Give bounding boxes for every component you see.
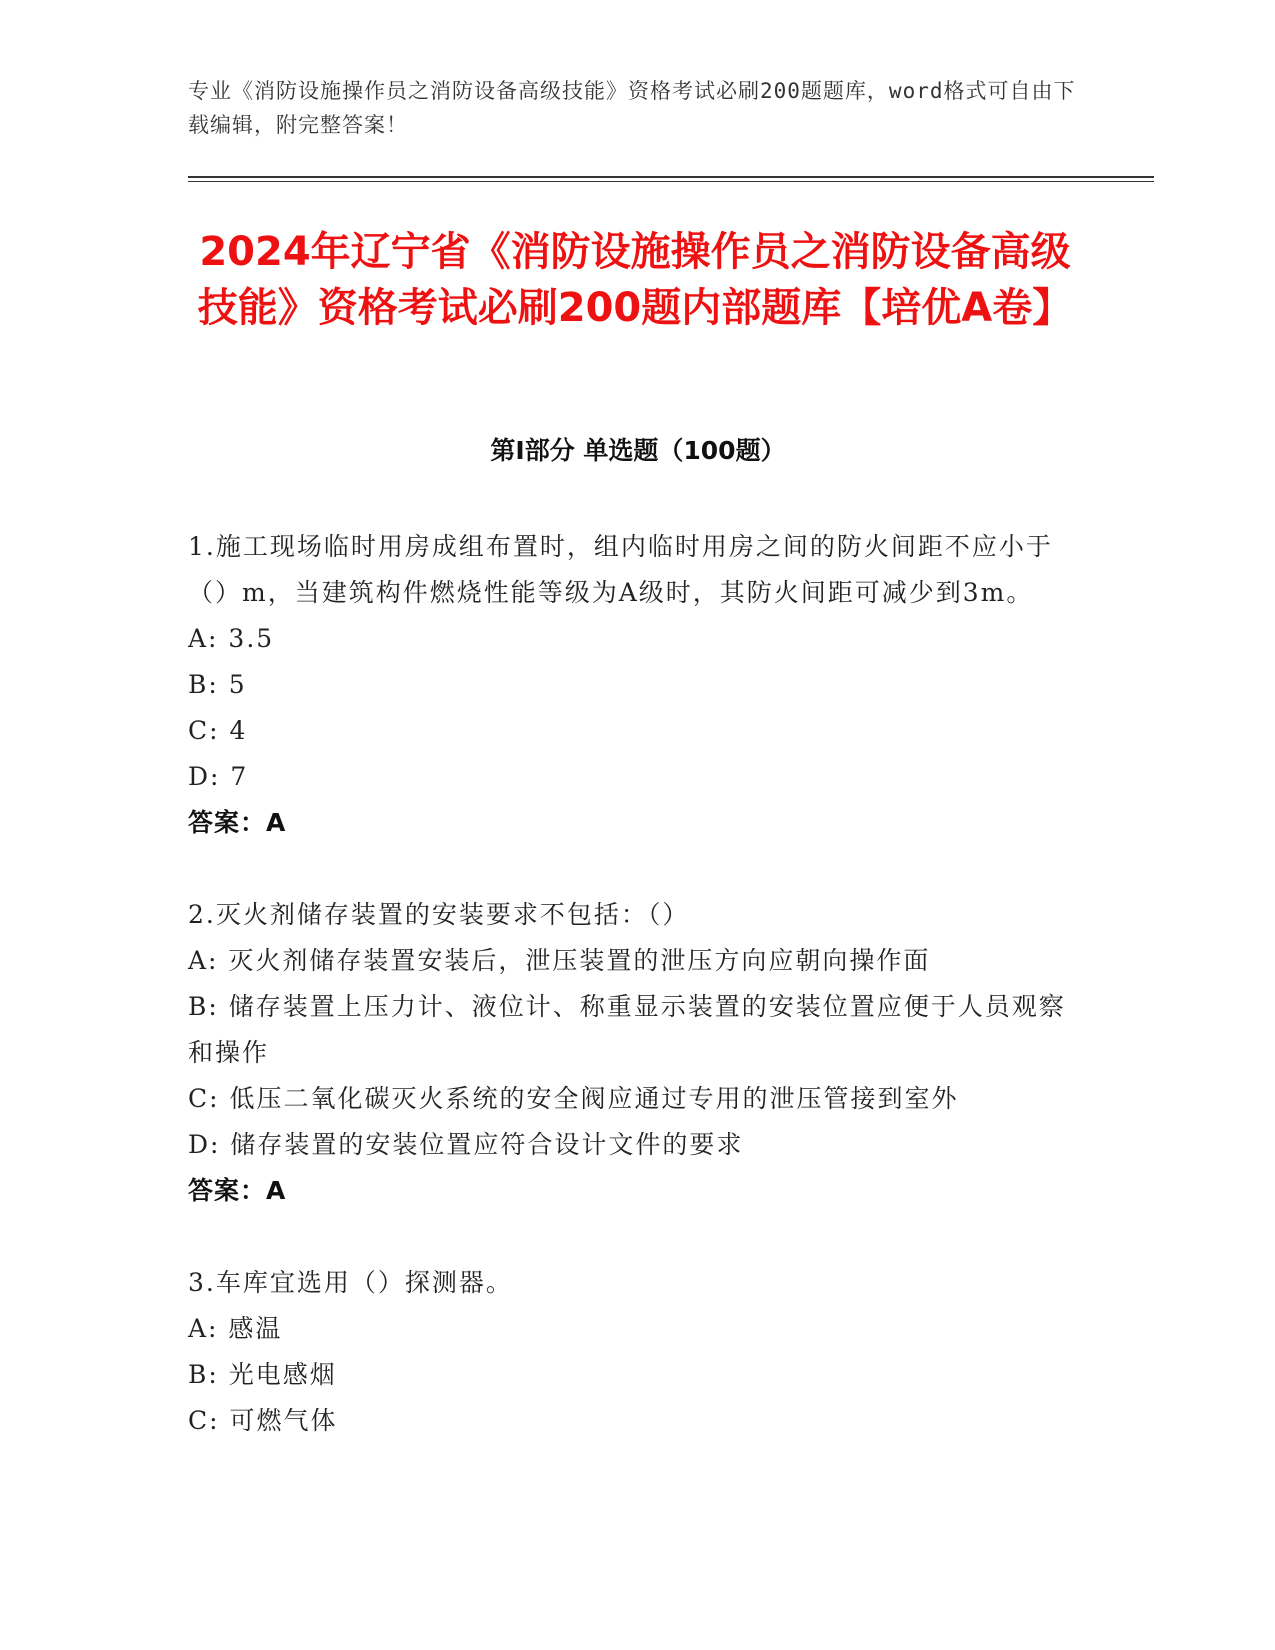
- document-title: 2024年辽宁省《消防设施操作员之消防设备高级技能》资格考试必刷200题内部题库【培优A卷】: [197, 229, 1073, 331]
- header-note: 专业《消防设施操作员之消防设备高级技能》资格考试必刷200题题库，word格式可自由下载编辑，附完整答案！: [188, 79, 1076, 137]
- header-rule-thin: [188, 181, 1154, 182]
- question-2: [188, 892, 1078, 1214]
- option-c: C: 可燃气体: [188, 1406, 338, 1435]
- option-c: C: 低压二氧化碳灭火系统的安全阀应通过专用的泄压管接到室外: [188, 1084, 959, 1113]
- option-c: C: 4: [188, 716, 248, 745]
- section-title: 第I部分 单选题（100题）: [490, 436, 786, 465]
- question-1: [188, 524, 1078, 846]
- header-rule-thick: [188, 176, 1154, 178]
- option-a: A: 感温: [188, 1314, 283, 1343]
- option-a: A: 灭火剂储存装置安装后，泄压装置的泄压方向应朝向操作面: [188, 946, 931, 975]
- option-b: B: 5: [188, 670, 247, 699]
- question-stem: 2.灭火剂储存装置的安装要求不包括：（）: [188, 900, 690, 929]
- option-b: B: 光电感烟: [188, 1360, 337, 1389]
- option-a: A: 3.5: [188, 624, 275, 653]
- question-list: [188, 524, 1078, 1490]
- answer-line: 答案：A: [188, 1176, 287, 1205]
- option-d: D: 7: [188, 762, 249, 791]
- option-d: D: 储存装置的安装位置应符合设计文件的要求: [188, 1130, 744, 1159]
- question-stem: 3.车库宜选用（）探测器。: [188, 1268, 513, 1297]
- question-3: [188, 1260, 1078, 1444]
- question-stem: 1.施工现场临时用房成组布置时，组内临时用房之间的防火间距不应小于（）m，当建筑构件燃烧性能等级为A级时，其防火间距可减少到3m。: [188, 532, 1053, 607]
- answer-line: 答案：A: [188, 808, 287, 837]
- option-b: B: 储存装置上压力计、液位计、称重显示装置的安装位置应便于人员观察和操作: [188, 992, 1066, 1067]
